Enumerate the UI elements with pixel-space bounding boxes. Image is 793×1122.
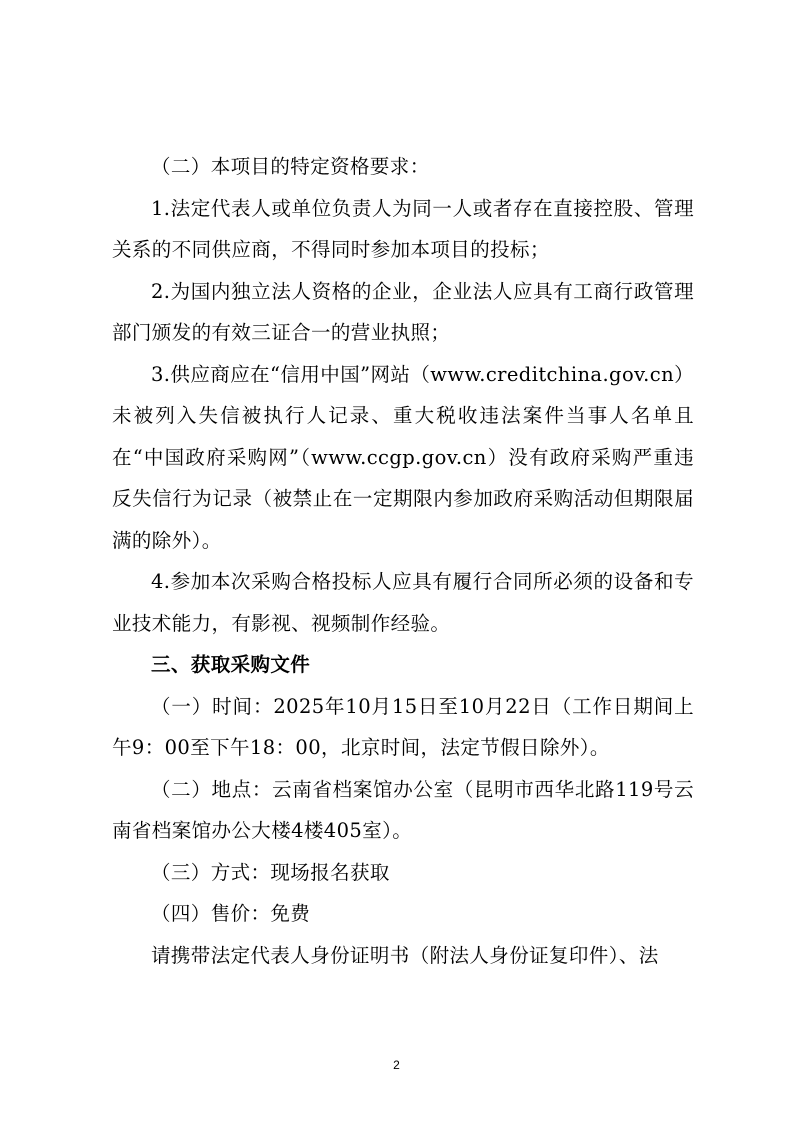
document-body <box>112 146 694 976</box>
obtain-method: （三）方式：现场报名获取 <box>151 860 390 884</box>
page-number: 2 <box>393 1058 400 1072</box>
requirement-item-2: 2.为国内独立法人资格的企业，企业法人应具有工商行政管理部门颁发的有效三证合一的营业执照； <box>112 279 694 344</box>
requirement-item-3: 3.供应商应在“信用中国”网站（www.creditchina.gov.cn）未被列入失信被执行人记录、重大税收违法案件当事人名单且在“中国政府采购网”（www.ccgp.gov.cn）没有政府采购严重违反失信行为记录（被禁止在一定期限内参加政府采购活动但期限届满的除外）。 <box>112 362 694 552</box>
obtain-location: （二）地点：云南省档案馆办公室（昆明市西华北路119号云南省档案馆办公大楼4楼405室）。 <box>112 777 694 842</box>
bring-documents-note: 请携带法定代表人身份证明书（附法人身份证复印件）、法 <box>151 943 659 967</box>
obtain-price: （四）售价：免费 <box>151 902 311 925</box>
qualification-subheading: （二）本项目的特定资格要求： <box>151 155 430 178</box>
requirement-item-4: 4.参加本次采购合格投标人应具有履行合同所必须的设备和专业技术能力，有影视、视频制作经验。 <box>112 570 694 635</box>
obtain-time: （一）时间：2025年10月15日至10月22日（工作日期间上午9：00至下午18：00，北京时间，法定节假日除外）。 <box>112 694 694 759</box>
requirement-item-1: 1.法定代表人或单位负责人为同一人或者存在直接控股、管理关系的不同供应商，不得同时参加本项目的投标； <box>112 196 694 261</box>
section-heading-obtain-documents: 三、获取采购文件 <box>151 653 311 676</box>
